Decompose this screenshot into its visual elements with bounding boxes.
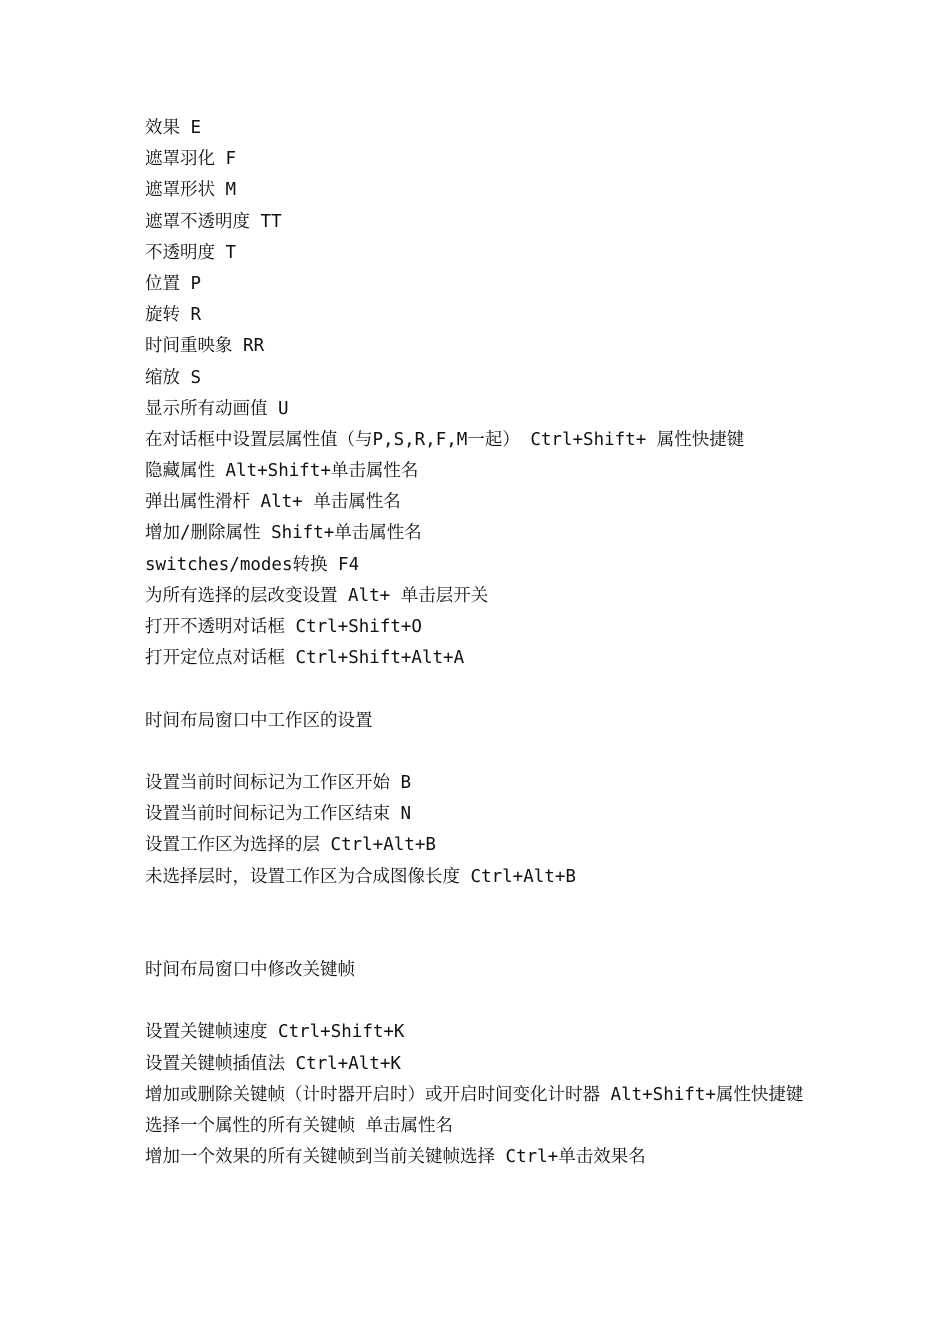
list-item: 选择一个属性的所有关键帧 单击属性名 bbox=[145, 1116, 454, 1137]
spacer bbox=[145, 674, 825, 705]
list-item: 不透明度 T bbox=[145, 242, 237, 263]
section-heading-keyframes: 时间布局窗口中修改关键帧 bbox=[145, 960, 355, 981]
list-item: 遮罩形状 M bbox=[145, 180, 237, 201]
list-item: switches/modes转换 F4 bbox=[145, 554, 360, 575]
list-item: 为所有选择的层改变设置 Alt+ 单击层开关 bbox=[145, 585, 489, 606]
section-heading-work-area: 时间布局窗口中工作区的设置 bbox=[145, 710, 373, 731]
document-page bbox=[145, 113, 825, 1173]
list-item: 打开定位点对话框 Ctrl+Shift+Alt+A bbox=[145, 648, 465, 669]
spacer bbox=[145, 893, 825, 955]
spacer bbox=[145, 737, 825, 768]
list-item: 效果 E bbox=[145, 118, 202, 138]
list-item: 打开不透明对话框 Ctrl+Shift+O bbox=[145, 617, 422, 637]
spacer bbox=[145, 986, 825, 1017]
list-item: 未选择层时，设置工作区为合成图像长度 Ctrl+Alt+B bbox=[145, 866, 576, 887]
list-item: 设置当前时间标记为工作区结束 N bbox=[145, 804, 412, 825]
list-item: 时间重映象 RR bbox=[145, 336, 265, 357]
list-item: 在对话框中设置层属性值（与P,S,R,F,M一起） Ctrl+Shift+ 属性快捷键 bbox=[145, 429, 745, 450]
list-item: 隐藏属性 Alt+Shift+单击属性名 bbox=[145, 461, 419, 482]
property-shortcuts-list bbox=[145, 113, 825, 674]
list-item: 显示所有动画值 U bbox=[145, 398, 289, 419]
list-item: 缩放 S bbox=[145, 367, 202, 388]
list-item: 设置关键帧插值法 Ctrl+Alt+K bbox=[145, 1053, 401, 1074]
list-item: 设置工作区为选择的层 Ctrl+Alt+B bbox=[145, 835, 436, 856]
list-item: 位置 P bbox=[145, 273, 202, 294]
list-item: 遮罩羽化 F bbox=[145, 149, 237, 170]
work-area-shortcuts-list bbox=[145, 768, 825, 893]
list-item: 增加/删除属性 Shift+单击属性名 bbox=[145, 523, 422, 544]
keyframe-shortcuts-list bbox=[145, 1017, 825, 1173]
list-item: 设置当前时间标记为工作区开始 B bbox=[145, 772, 412, 793]
list-item: 设置关键帧速度 Ctrl+Shift+K bbox=[145, 1022, 405, 1043]
list-item: 遮罩不透明度 TT bbox=[145, 211, 282, 232]
list-item: 旋转 R bbox=[145, 305, 202, 326]
list-item: 弹出属性滑杆 Alt+ 单击属性名 bbox=[145, 492, 401, 513]
list-item: 增加或删除关键帧（计时器开启时）或开启时间变化计时器 Alt+Shift+属性快捷键 bbox=[145, 1084, 804, 1105]
list-item: 增加一个效果的所有关键帧到当前关键帧选择 Ctrl+单击效果名 bbox=[145, 1147, 646, 1168]
